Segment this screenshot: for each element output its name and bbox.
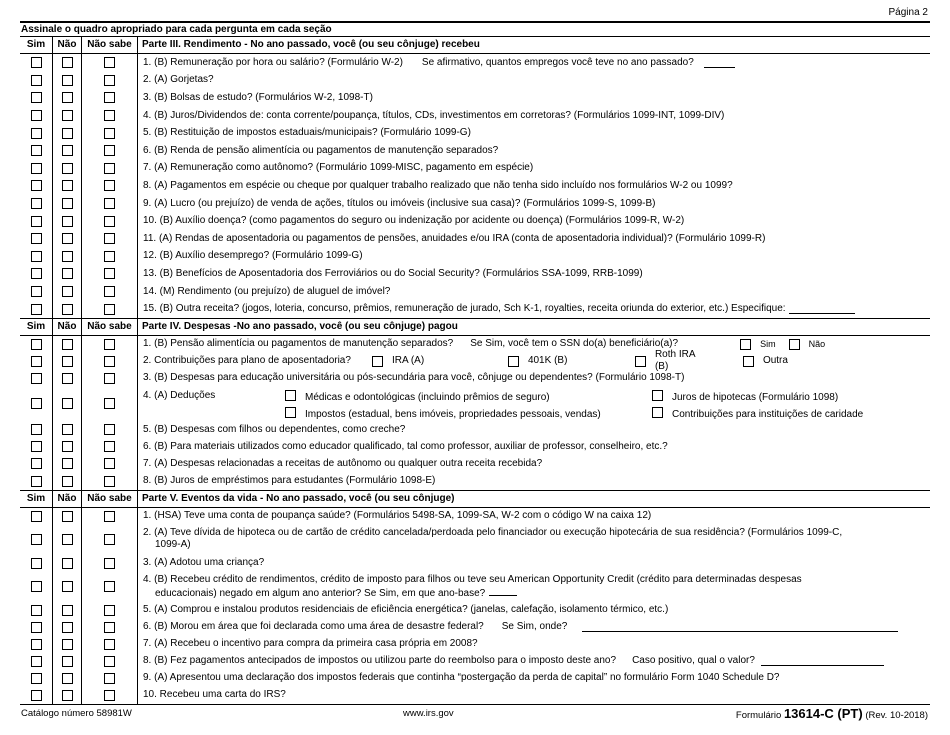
checkbox-sim[interactable]	[31, 605, 42, 616]
question-text: 2. (A) Gorjetas?	[143, 74, 214, 86]
question-row	[20, 142, 930, 160]
checkbox-ira[interactable]	[372, 356, 383, 367]
checkbox-sim[interactable]	[31, 339, 42, 350]
checkbox-nao[interactable]	[62, 304, 73, 315]
checkbox-sim[interactable]	[31, 57, 42, 68]
checkbox-nao[interactable]	[62, 75, 73, 86]
checkbox-nao[interactable]	[62, 656, 73, 667]
question-followup: Se Sim, você tem o SSN do(a) beneficiário(a)?	[470, 338, 679, 350]
checkbox-sim[interactable]	[31, 458, 42, 469]
question-text: 1. (B) Remuneração por hora ou salário? (Formulário W-2)	[143, 56, 403, 68]
checkbox-caridade[interactable]	[652, 407, 663, 418]
checkbox-sim[interactable]	[31, 92, 42, 103]
checkbox-nao-sabe[interactable]	[104, 605, 115, 616]
question-text: 12. (B) Auxílio desemprego? (Formulário 1099-G)	[143, 250, 363, 262]
question-text: 7. (A) Remuneração como autônomo? (Formulário 1099-MISC, pagamento em espécie)	[143, 162, 534, 174]
checkbox-sim[interactable]	[31, 286, 42, 297]
option-label: Não	[808, 339, 826, 350]
answer-line[interactable]	[582, 622, 898, 632]
checkbox-medicas[interactable]	[285, 390, 296, 401]
checkbox-nao-sabe[interactable]	[104, 458, 115, 469]
question-text: 4. (A) Deduções	[143, 389, 216, 401]
checkbox-roth-ira[interactable]	[635, 356, 646, 367]
question-text: 11. (A) Rendas de aposentadoria ou pagamentos de pensões, anuidades e/ou IRA (conta de aposentadoria individual)? (Formulário 1099-R)	[143, 232, 766, 244]
checkbox-nao[interactable]	[62, 356, 73, 367]
checkbox-nao[interactable]	[62, 128, 73, 139]
question-text: 5. (B) Restituição de impostos estaduais/municipais? (Formulário 1099-G)	[143, 127, 471, 139]
question-row	[20, 653, 930, 670]
part4-title: Parte IV. Despesas -No ano passado, você (ou seu cônjuge) pagou	[142, 320, 458, 332]
checkbox-nao-sabe[interactable]	[104, 534, 115, 545]
question-row	[20, 248, 930, 266]
checkbox-ssn-sim[interactable]	[740, 339, 751, 350]
checkbox-nao-sabe[interactable]	[104, 441, 115, 452]
question-row	[20, 349, 930, 373]
question-row	[20, 195, 930, 213]
question-row	[20, 54, 930, 72]
part4-questions	[20, 336, 930, 491]
checkbox-nao-sabe[interactable]	[104, 268, 115, 279]
option-label: Sim	[760, 339, 776, 350]
checkbox-sim[interactable]	[31, 251, 42, 262]
question-row	[20, 336, 930, 353]
checkbox-sim[interactable]	[31, 198, 42, 209]
form-id: Formulário 13614-C (PT) (Rev. 10-2018)	[735, 706, 928, 721]
answer-line[interactable]	[761, 656, 884, 666]
checkbox-nao[interactable]	[62, 690, 73, 701]
question-text: 7. (A) Recebeu o incentivo para compra da primeira casa própria em 2008?	[143, 638, 478, 650]
question-text: 3. (B) Bolsas de estudo? (Formulários W-2, 1098-T)	[143, 91, 373, 103]
question-row	[20, 525, 930, 555]
checkbox-nao[interactable]	[62, 424, 73, 435]
col-nao: Não	[53, 319, 82, 335]
instruction-text: Assinale o quadro apropriado para cada pergunta em cada seção	[21, 24, 332, 35]
checkbox-nao[interactable]	[62, 180, 73, 191]
option-label: 401K (B)	[527, 355, 568, 367]
question-row	[20, 177, 930, 195]
part5-header	[20, 491, 930, 508]
question-row	[20, 72, 930, 90]
checkbox-sim[interactable]	[31, 304, 42, 315]
checkbox-impostos[interactable]	[285, 407, 296, 418]
checkbox-sim[interactable]	[31, 128, 42, 139]
checkbox-nao[interactable]	[62, 605, 73, 616]
question-row	[20, 438, 930, 455]
checkbox-sim[interactable]	[31, 373, 42, 384]
checkbox-sim[interactable]	[31, 145, 42, 156]
question-row	[20, 619, 930, 636]
question-row	[20, 283, 930, 301]
checkbox-nao[interactable]	[62, 373, 73, 384]
checkbox-nao[interactable]	[62, 639, 73, 650]
question-text: 3. (A) Adotou uma criança?	[143, 557, 265, 569]
checkbox-nao-sabe[interactable]	[104, 373, 115, 384]
checkbox-nao-sabe[interactable]	[104, 622, 115, 633]
question-row	[20, 212, 930, 230]
answer-line[interactable]	[489, 586, 517, 596]
checkbox-sim[interactable]	[31, 622, 42, 633]
checkbox-nao-sabe[interactable]	[104, 511, 115, 522]
checkbox-sim[interactable]	[31, 233, 42, 244]
question-text: 8. (A) Pagamentos em espécie ou cheque por qualquer trabalho realizado que não tenha sido incluído nos formulários W-2 ou 1099?	[143, 179, 733, 191]
question-row	[20, 670, 930, 687]
checkbox-nao-sabe[interactable]	[104, 145, 115, 156]
question-text: 8. (B) Fez pagamentos antecipados de impostos ou utilizou parte do reembolso para o imposto deste ano?	[143, 655, 617, 667]
question-row	[20, 124, 930, 142]
option-label: Outra	[762, 355, 788, 367]
checkbox-sim[interactable]	[31, 75, 42, 86]
checkbox-nao[interactable]	[62, 286, 73, 297]
col-nao: Não	[53, 491, 82, 507]
question-text: 1099-A)	[155, 538, 191, 550]
checkbox-sim[interactable]	[31, 180, 42, 191]
question-row	[20, 265, 930, 283]
question-row	[20, 230, 930, 248]
question-text: 1. (B) Pensão alimentícia ou pagamentos de manutenção separados?	[143, 338, 454, 350]
question-text: 4. (B) Recebeu crédito de rendimentos, crédito de imposto para filhos ou teve seu American Opportunity Credit (crédito para determinadas despesas	[143, 573, 802, 585]
checkbox-nao-sabe[interactable]	[104, 110, 115, 121]
col-nao-sabe: Não sabe	[82, 37, 138, 53]
question-text: 5. (A) Comprou e instalou produtos residenciais de eficiência energética? (janelas, calefação, isolamento térmico, etc.)	[143, 604, 669, 616]
question-text: 2. (A) Teve dívida de hipoteca ou de cartão de crédito cancelada/perdoada pelo financiador ou execução hipotecária de sua residência? (Formulários 1099-C,	[143, 526, 843, 538]
checkbox-nao[interactable]	[62, 511, 73, 522]
checkbox-nao-sabe[interactable]	[104, 690, 115, 701]
checkbox-sim[interactable]	[31, 656, 42, 667]
col-sim: Sim	[20, 37, 53, 53]
question-text: 5. (B) Despesas com filhos ou dependentes, como creche?	[143, 423, 406, 435]
checkbox-sim[interactable]	[31, 511, 42, 522]
catalog-number: Catálogo número 58981W	[21, 708, 132, 719]
checkbox-nao-sabe[interactable]	[104, 398, 115, 409]
website: www.irs.gov	[403, 708, 454, 719]
checkbox-nao-sabe[interactable]	[104, 339, 115, 350]
checkbox-nao[interactable]	[62, 339, 73, 350]
question-text: 10. Recebeu uma carta do IRS?	[143, 689, 286, 701]
question-text: 2. Contribuições para plano de aposentadoria?	[143, 355, 351, 367]
option-label: Médicas e odontológicas (incluindo prêmios de seguro)	[305, 391, 550, 403]
question-row	[20, 472, 930, 489]
checkbox-nao-sabe[interactable]	[104, 304, 115, 315]
checkbox-sim[interactable]	[31, 673, 42, 684]
checkbox-nao-sabe[interactable]	[104, 92, 115, 103]
part4-header	[20, 319, 930, 336]
checkbox-nao-sabe[interactable]	[104, 128, 115, 139]
question-text: 4. (B) Juros/Dividendos de: conta corrente/poupança, títulos, CDs, investimentos em corretoras? (Formulários 1099-INT, 1099-DIV)	[143, 109, 725, 121]
part5-title: Parte V. Eventos da vida - No ano passado, você (ou seu cônjuge)	[142, 492, 455, 504]
checkbox-sim[interactable]	[31, 356, 42, 367]
question-followup: Caso positivo, qual o valor?	[632, 655, 755, 667]
question-followup: Se Sim, onde?	[501, 621, 568, 633]
question-row	[20, 387, 930, 421]
checkbox-nao-sabe[interactable]	[104, 251, 115, 262]
part3-title: Parte III. Rendimento - No ano passado, você (ou seu cônjuge) recebeu	[142, 39, 480, 50]
question-text: 9. (A) Apresentou uma declaração dos impostos federais que continha “postergação da perda de capital” no formulário Form 1040 Schedule D?	[143, 672, 780, 684]
checkbox-sim[interactable]	[31, 558, 42, 569]
checkbox-sim[interactable]	[31, 424, 42, 435]
checkbox-sim[interactable]	[31, 690, 42, 701]
checkbox-juros-hipotecas[interactable]	[652, 390, 663, 401]
question-text: 9. (A) Lucro (ou prejuízo) de venda de ações, títulos ou imóveis (inclusive sua casa)? (Formulários 1099-S, 1099-B)	[143, 197, 656, 209]
question-text: 8. (B) Juros de empréstimos para estudantes (Formulário 1098-E)	[143, 475, 436, 487]
question-text: educacionais) negado em algum ano anterior? Se Sim, em que ano-base?	[155, 587, 486, 599]
checkbox-nao[interactable]	[62, 251, 73, 262]
checkbox-sim[interactable]	[31, 110, 42, 121]
option-label: Roth IRA (B)	[654, 349, 695, 373]
checkbox-nao[interactable]	[62, 534, 73, 545]
checkbox-nao[interactable]	[62, 163, 73, 174]
checkbox-nao-sabe[interactable]	[104, 286, 115, 297]
part3-header	[20, 36, 930, 54]
checkbox-nao-sabe[interactable]	[104, 216, 115, 227]
checkbox-nao-sabe[interactable]	[104, 163, 115, 174]
checkbox-ssn-nao[interactable]	[789, 339, 800, 350]
question-row	[20, 687, 930, 704]
checkbox-sim[interactable]	[31, 268, 42, 279]
part5-questions	[20, 508, 930, 705]
checkbox-sim[interactable]	[31, 639, 42, 650]
checkbox-nao[interactable]	[62, 458, 73, 469]
checkbox-sim[interactable]	[31, 163, 42, 174]
col-nao-sabe: Não sabe	[82, 491, 138, 507]
checkbox-nao-sabe[interactable]	[104, 180, 115, 191]
checkbox-nao[interactable]	[62, 233, 73, 244]
option-label: Impostos (estadual, bens imóveis, propriedades pessoais, vendas)	[305, 408, 601, 420]
checkbox-nao-sabe[interactable]	[104, 581, 115, 592]
question-row	[20, 572, 930, 602]
question-text: 7. (A) Despesas relacionadas a receitas de autônomo ou qualquer outra receita recebida?	[143, 457, 543, 469]
question-row	[20, 455, 930, 472]
checkbox-nao-sabe[interactable]	[104, 198, 115, 209]
checkbox-sim[interactable]	[31, 216, 42, 227]
checkbox-nao-sabe[interactable]	[104, 233, 115, 244]
question-text: 6. (B) Morou em área que foi declarada como uma área de desastre federal?	[143, 621, 484, 633]
part3-questions	[20, 54, 930, 319]
checkbox-nao[interactable]	[62, 198, 73, 209]
checkbox-sim[interactable]	[31, 398, 42, 409]
checkbox-nao-sabe[interactable]	[104, 558, 115, 569]
checkbox-nao[interactable]	[62, 581, 73, 592]
checkbox-nao[interactable]	[62, 57, 73, 68]
checkbox-nao-sabe[interactable]	[104, 424, 115, 435]
checkbox-nao-sabe[interactable]	[104, 639, 115, 650]
checkbox-nao-sabe[interactable]	[104, 656, 115, 667]
option-label: Contribuições para instituições de caridade	[672, 408, 864, 420]
col-sim: Sim	[20, 319, 53, 335]
checkbox-nao[interactable]	[62, 110, 73, 121]
checkbox-nao-sabe[interactable]	[104, 356, 115, 367]
question-text: 1. (HSA) Teve uma conta de poupança saúde? (Formulários 5498-SA, 1099-SA, W-2 com o código W na caixa 12)	[143, 510, 652, 522]
checkbox-401k[interactable]	[508, 356, 519, 367]
answer-line[interactable]	[789, 304, 855, 314]
question-row	[20, 370, 930, 387]
checkbox-nao[interactable]	[62, 216, 73, 227]
checkbox-nao[interactable]	[62, 268, 73, 279]
checkbox-nao-sabe[interactable]	[104, 476, 115, 487]
col-nao-sabe: Não sabe	[82, 319, 138, 335]
checkbox-nao-sabe[interactable]	[104, 75, 115, 86]
question-text: 14. (M) Rendimento (ou prejuízo) de aluguel de imóvel?	[143, 285, 391, 297]
question-row	[20, 421, 930, 438]
question-row	[20, 160, 930, 178]
checkbox-outra[interactable]	[743, 356, 754, 367]
question-text: 6. (B) Para materiais utilizados como educador qualificado, tal como professor, auxiliar de professor, conselheiro, etc.?	[143, 440, 668, 452]
checkbox-nao[interactable]	[62, 622, 73, 633]
checkbox-sim[interactable]	[31, 581, 42, 592]
question-text: 6. (B) Renda de pensão alimentícia ou pagamentos de manutenção separados?	[143, 144, 499, 156]
question-text: 13. (B) Benefícios de Aposentadoria dos Ferroviários ou do Social Security? (Formulários SSA-1099, RRB-1099)	[143, 267, 643, 279]
checkbox-nao[interactable]	[62, 441, 73, 452]
question-row	[20, 636, 930, 653]
col-nao: Não	[53, 37, 82, 53]
question-text: 10. (B) Auxílio doença? (como pagamentos do seguro ou indenização por acidente ou doença) (Formulários 1099-R, W-2)	[143, 215, 685, 227]
checkbox-sim[interactable]	[31, 534, 42, 545]
question-row	[20, 602, 930, 619]
col-sim: Sim	[20, 491, 53, 507]
checkbox-nao[interactable]	[62, 558, 73, 569]
question-row	[20, 555, 930, 572]
question-row	[20, 89, 930, 107]
checkbox-sim[interactable]	[31, 441, 42, 452]
question-row	[20, 300, 930, 318]
question-row	[20, 107, 930, 125]
checkbox-nao[interactable]	[62, 145, 73, 156]
checkbox-nao[interactable]	[62, 92, 73, 103]
answer-line[interactable]	[704, 58, 735, 68]
checkbox-nao[interactable]	[62, 673, 73, 684]
option-label: Juros de hipotecas (Formulário 1098)	[672, 391, 839, 403]
questionnaire-form	[20, 21, 930, 705]
page-number: Página 2	[888, 7, 928, 18]
question-text: 3. (B) Despesas para educação universitária ou pós-secundária para você, cônjuge ou dependentes? (Formulário 1098-T)	[143, 372, 685, 384]
question-followup: Se afirmativo, quantos empregos você teve no ano passado?	[421, 56, 694, 68]
question-row	[20, 508, 930, 525]
option-label: IRA (A)	[391, 355, 425, 367]
checkbox-nao[interactable]	[62, 476, 73, 487]
checkbox-nao-sabe[interactable]	[104, 57, 115, 68]
checkbox-nao-sabe[interactable]	[104, 673, 115, 684]
checkbox-sim[interactable]	[31, 476, 42, 487]
question-text: 15. (B) Outra receita? (jogos, loteria, concurso, prêmios, remuneração de jurado, Sch K-1, royalties, receita oriunda do exterior, etc.) Especifique:	[143, 303, 786, 315]
checkbox-nao[interactable]	[62, 398, 73, 409]
